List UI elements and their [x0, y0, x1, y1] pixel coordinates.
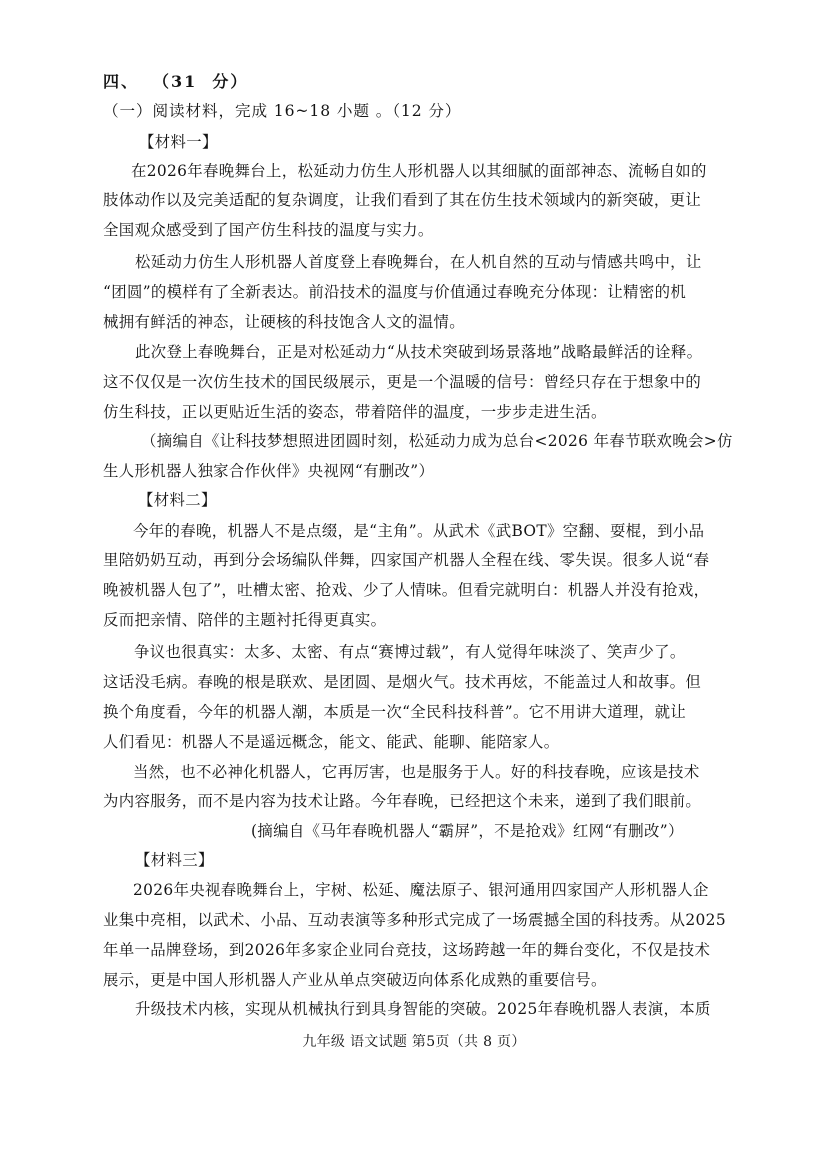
m3-p1-line3: 年单一品牌登场，到2026年多家企业同台竞技，这场跨越一年的舞台变化，不仅是技术 [103, 941, 711, 959]
section-score: （31 分） [153, 72, 249, 91]
m2-source: (摘编自《马年春晚机器人“霸屏”，不是抢戏》红网“有删改”） [251, 822, 684, 840]
section-number: 四、 [103, 72, 140, 91]
m3-p1-line1: 2026年央视春晚舞台上，宇树、松延、魔法原子、银河通用四家国产人形机器人企 [133, 881, 709, 899]
m2-p1-line2: 里陪奶奶互动，再到分会场编队伴舞，四家国产机器人全程在线、零失误。很多人说“春 [103, 551, 710, 569]
material-1-label: 【材料一】 [139, 133, 218, 151]
m1-source-line1: （摘编自《让科技梦想照进团圆时刻，松延动力成为总台<2026 年春节联欢晚会>仿 [141, 432, 733, 450]
m2-p2-line1: 争议也很真实：太多、太密、有点“赛博过载”，有人觉得年味淡了、笑声少了。 [134, 643, 686, 661]
m3-p2-line1: 升级技术内核，实现从机械执行到具身智能的突破。2025年春晚机器人表演，本质 [135, 1000, 711, 1018]
m2-p3-line1: 当然，也不必神化机器人，它再厉害，也是服务于人。好的科技春晚，应该是技术 [133, 763, 700, 781]
m3-p1-line4: 展示，更是中国人形机器人产业从单点突破迈向体系化成熟的重要信号。 [103, 971, 607, 989]
m1-p1-line2: 肢体动作以及完美适配的复杂调度，让我们看到了其在仿生技术领域内的新突破，更让 [103, 191, 702, 209]
m2-p1-line3: 晚被机器人包了”，吐槽太密、抢戏、少了人情味。但看完就明白：机器人并没有抢戏， [103, 581, 710, 599]
subsection-heading: （一）阅读材料，完成 16~18 小题 。（12 分） [103, 102, 462, 120]
m2-p3-line2: 为内容服务，而不是内容为技术让路。今年春晚，已经把这个未来，递到了我们眼前。 [103, 792, 702, 810]
m1-p3-line2: 这不仅仅是一次仿生技术的国民级展示，更是一个温暖的信号：曾经只存在于想象中的 [103, 373, 702, 391]
m3-p1-line2: 业集中亮相，以武术、小品、互动表演等多种形式完成了一场震撼全国的科技秀。从2025 [103, 911, 726, 929]
section-heading [103, 72, 248, 92]
m1-p2-line3: 械拥有鲜活的神态，让硬核的科技饱含人文的温情。 [103, 313, 466, 331]
m1-p2-line1: 松延动力仿生人形机器人首度登上春晚舞台，在人机自然的互动与情感共鸣中，让 [135, 253, 702, 271]
material-3-label: 【材料三】 [135, 851, 214, 869]
m2-p2-line3: 换个角度看，今年的机器人潮，本质是一次“全民科技科普”。它不用讲大道理，就让 [103, 703, 687, 721]
m1-p1-line1: 在2026年春晚舞台上，松延动力仿生人形机器人以其细腻的面部神态、流畅自如的 [131, 162, 707, 180]
page-footer: 九年级 语文试题 第5页（共 8 页） [302, 1034, 526, 1050]
m1-p3-line1: 此次登上春晚舞台，正是对松延动力“从技术突破到场景落地”战略最鲜活的诠释。 [135, 343, 703, 361]
m2-p2-line2: 这话没毛病。春晚的根是联欢、是团圆、是烟火气。技术再炫，不能盖过人和故事。但 [103, 673, 702, 691]
m2-p1-line1: 今年的春晚，机器人不是点缀，是“主角”。从武术《武BOT》空翻、耍棍，到小品 [133, 522, 705, 540]
material-2-label: 【材料二】 [138, 491, 217, 509]
m1-p3-line3: 仿生科技，正以更贴近生活的姿态，带着陪伴的温度，一步步走进生活。 [103, 403, 607, 421]
m1-source-line2: 生人形机器人独家合作伙伴》央视网“有删改”） [103, 462, 435, 480]
m1-p1-line3: 全国观众感受到了国产仿生科技的温度与实力。 [103, 221, 434, 239]
m2-p1-line4: 反而把亲情、陪伴的主题衬托得更真实。 [103, 611, 387, 629]
m2-p2-line4: 人们看见：机器人不是遥远概念，能文、能武、能聊、能陪家人。 [103, 733, 560, 751]
m1-p2-line2: “团圆”的模样有了全新表达。前沿技术的温度与价值通过春晚充分体现：让精密的机 [103, 283, 687, 301]
